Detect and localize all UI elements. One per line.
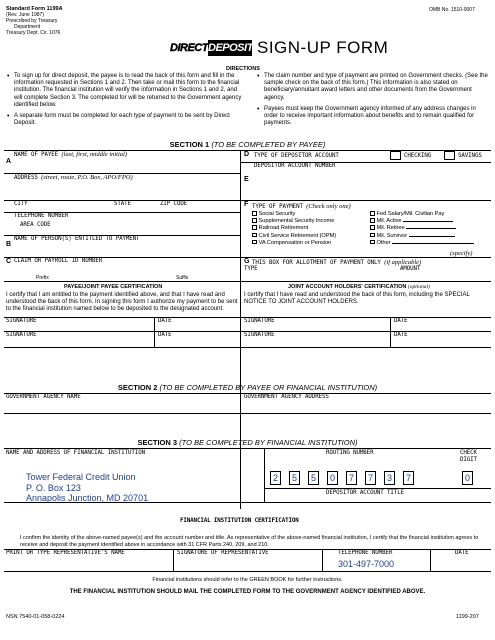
payment-mil-retiree[interactable]: Mil. Retiree [370,225,474,232]
rep-signature-input[interactable] [177,558,320,570]
savings-checkbox[interactable] [444,151,455,160]
allotment-label: THIS BOX FOR ALLOTMENT OF PAYMENT ONLY (if applicable) [252,259,422,266]
payment-other[interactable]: Other [370,240,474,247]
address-label: ADDRESS (street, route, P.O. Box, APO/FPO) [14,174,133,181]
address-input[interactable] [16,182,236,199]
section2-heading: SECTION 2 (TO BE COMPLETED BY PAYEE OR FINANCIAL INSTITUTION) [117,383,378,392]
payment-options-right [370,211,474,247]
directions-left [6,73,244,131]
agency-address-label: GOVERNMENT AGENCY ADDRESS [244,394,329,400]
section1-heading-bold: SECTION 1 [169,140,210,149]
checking-label: CHECKING [404,153,432,159]
treasury-circular: Treasury Dept. Cir. 1076 [6,30,61,36]
account-title-label: DEPOSITOR ACCOUNT TITLE [326,490,404,496]
payee-signature-input[interactable] [6,325,152,331]
section1-heading [0,140,495,149]
routing-digit-1[interactable]: 2 [270,471,281,485]
letter-f: F [244,201,249,208]
savings-label: SAVINGS [458,153,482,159]
fi-box-value: P. O. Box 123 [26,482,81,493]
joint2-date-label: DATE [394,332,408,338]
directions-heading: DIRECTIONS [226,66,260,72]
directions-right [256,73,490,131]
payee2-date-label: DATE [158,332,172,338]
payment-va[interactable]: VA Compensation or Pension [252,240,336,247]
letter-g: G [244,258,250,265]
direction-signup: • To sign up for direct deposit, the payee is to read the back of this form and fill in the information requested in Sections 1 and 2. Then take or mail this form to the financial institution. The financial institution will verify the information in Sections 1 and 2, and will complete Section 3. The completed for will be returned to the Government agency identified below. [6,73,244,109]
agency-address-input[interactable] [244,401,490,412]
telephone-label: TELEPHONE NUMBER [14,213,69,219]
routing-digit-8[interactable]: 7 [403,471,414,485]
payment-type-label: TYPE OF PAYMENT (Check only one) [252,203,351,210]
mail-note: THE FINANCIAL INSTITUTION SHOULD MAIL THE COMPLETED FORM TO THE GOVERNMENT AGENCY IDENTIFIED ABOVE. [69,589,426,595]
direction-claim-number: • The claim number and type of payment are printed on Government checks. (See the sample check on the back of this form.) This information is also stated on beneficiary/annuitant award letters and other documents from the Government agency. [256,73,490,102]
prefix-label: Prefix [36,275,49,281]
depositor-number-input[interactable] [254,172,488,198]
payee-cert-heading: PAYEE/JOINT PAYEE CERTIFICATION [64,284,163,290]
omb-number: OMB No. 1510-0007 [429,7,475,13]
allotment-type-label: TYPE [244,266,258,272]
letter-c: C [6,258,12,265]
logo-deposit: DEPOSIT [208,42,253,54]
fi-name-label: NAME AND ADDRESS OF FINANCIAL INSTITUTION [6,450,145,456]
payee2-signature-label: SIGNATURE [6,332,37,338]
depositor-type-label: TYPE OF DEPOSITOR ACCOUNT [254,153,339,159]
city-label: CITY [14,201,28,207]
allotment-amount-label: AMOUNT [400,266,421,272]
payee-cert-text: I certify that I am entitled to the payment identified above, and that I have read and understood the back of this form. In signing this form I authorize my payment to be sent to the financial institution named below to be deposited to the designated account. [6,292,238,313]
form-revision: (Rev. June 1987) [6,12,44,18]
routing-digit-4[interactable]: 0 [327,471,338,485]
payee-name-input[interactable] [16,159,236,172]
letter-a: A [6,158,12,165]
direct-deposit-logo [170,40,251,56]
state-label: STATE [114,201,131,207]
direction-separate-form: • A separate form must be completed for each type of payment to be sent by Direct Deposit. [6,113,244,127]
check-digit[interactable]: 0 [462,471,473,485]
direction-address-changes: • Payees must keep the Government agency informed of any address changes in order to receive important information about benefits and to remain qualified for payments. [256,106,490,128]
form-number: Standard Form 1199A [6,6,63,12]
payment-mil-active[interactable]: Mil. Active [370,218,474,225]
fi-name-value: Tower Federal Credit Union [26,472,136,482]
account-title-input[interactable] [268,496,490,502]
department: Department [14,24,41,30]
rep-date-label: DATE [455,550,469,556]
specify-hint: (specify) [450,250,473,257]
payment-fed-salary[interactable]: Fed Salary/Mil. Civilian Pay [370,211,474,218]
logo-direct: DIRECT [170,40,210,56]
zip-label: ZIP CODE [160,201,188,207]
persons-entitled-label: NAME OF PERSON(S) ENTITLED TO PAYMENT [14,236,140,242]
fi-cert-text: I confirm the identity of the above-named payee(s) and the account number and title. As representative of the above-named financial institution, I certify that the financial institution agrees to receive and deposit the payment identified above in accordance with 31 CFR Parts 240, 209, and 210. [20,535,479,548]
payment-mil-survivor[interactable]: Mil. Survivor [370,233,474,240]
payee-name-label: NAME OF PAYEE (last, first, middle initial) [14,151,128,158]
routing-digit-2[interactable]: 5 [289,471,300,485]
joint-signature-label: SIGNATURE [244,318,275,324]
area-code-label: AREA CODE [20,222,51,228]
checking-checkbox[interactable] [390,151,401,160]
rep-phone-value: 301-497-7000 [338,559,395,569]
payee-signature-label: SIGNATURE [6,318,37,324]
letter-e: E [244,176,249,183]
claim-id-label: CLAIM OR PAYROLL ID NUMBER [14,258,103,264]
joint-cert-text: I certify that I have read and understood the back of this form, including the SPECIAL NOTICE TO JOINT ACCOUNT HOLDERS. [244,292,470,306]
claim-id-input[interactable] [16,266,236,276]
form-code: 1199-207 [456,614,479,620]
joint2-signature-label: SIGNATURE [244,332,275,338]
payment-railroad[interactable]: Railroad Retirement [252,225,336,232]
green-book-note: Financial institutions should refer to the GREEN BOOK for further instructions. [152,577,343,583]
routing-digit-3[interactable]: 5 [308,471,319,485]
form-title: SIGN-UP FORM [257,38,389,57]
agency-name-input[interactable] [6,401,238,412]
payment-options-left [252,211,336,247]
fi-city-value: Annapolis Junction, MD 20701 [26,493,149,503]
nsn-number: NSN 7540-01-058-0224 [6,614,65,620]
routing-number-label: ROUTING NUMBER [326,450,374,456]
letter-b: B [6,241,12,248]
rep-name-input[interactable] [6,558,171,570]
prescribed-by: Prescribed by Treasury [6,18,58,24]
agency-name-label: GOVERNMENT AGENCY NAME [6,394,81,400]
digit-label: DIGIT [460,457,477,463]
rep-signature-label: SIGNATURE OF REPRESENTATIVE [177,550,269,556]
suffix-label: Suffix [176,275,189,281]
joint-date-label: DATE [394,318,408,324]
fi-cert-heading: FINANCIAL INSTITUTION CERTIFICATION [180,518,299,524]
rep-name-label: PRINT OR TYPE REPRESENTATIVE'S NAME [6,550,125,556]
depositor-number-label: DEPOSITOR ACCOUNT NUMBER [254,163,336,169]
routing-digit-7[interactable]: 3 [384,471,395,485]
payment-civil-service[interactable]: Civil Service Retirement (OPM) [252,233,336,240]
section1-heading-italic: (TO BE COMPLETED BY PAYEE) [211,140,326,149]
payee-date-label: DATE [158,318,172,324]
section3-heading: SECTION 3 (TO BE COMPLETED BY FINANCIAL INSTITUTION) [137,438,358,447]
routing-digit-5[interactable]: 7 [346,471,357,485]
payment-ssi[interactable]: Supplemental Security Income [252,218,336,225]
letter-d: D [244,151,250,158]
routing-digit-6[interactable]: 7 [365,471,376,485]
rep-phone-label: TELEPHONE NUMBER [338,550,393,556]
persons-entitled-input[interactable] [16,244,236,256]
joint-cert-heading: JOINT ACCOUNT HOLDERS' CERTIFICATION (optional) [288,284,430,290]
check-label: CHECK [460,450,477,456]
payment-social-security[interactable]: Social Security [252,211,336,218]
